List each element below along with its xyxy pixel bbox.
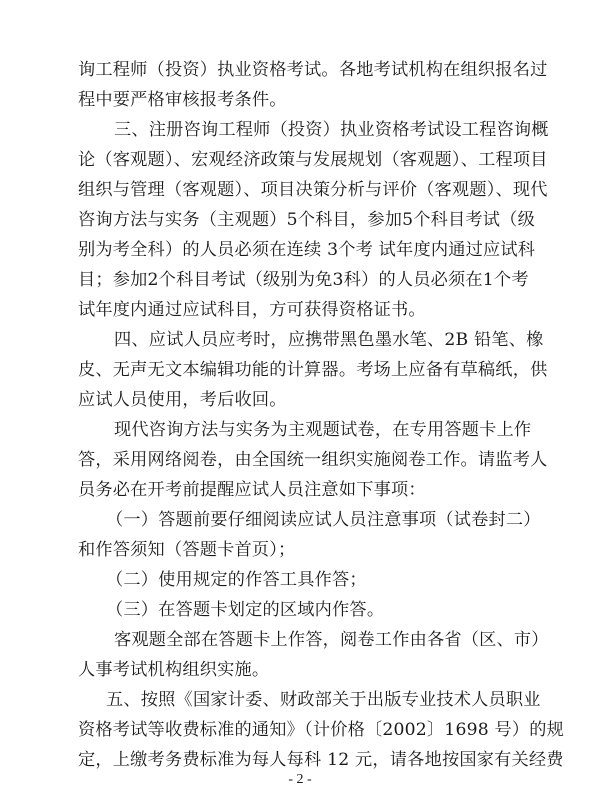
text-line: 程中要严格审核报考条件。 [78, 90, 287, 110]
text-line: 四、应试人员应考时，应携带黑色墨水笔、2B 铅笔、橡 [114, 330, 544, 350]
text-line: 资格考试等收费标准的通知》（计价格〔2002〕1698 号）的规 [78, 720, 565, 740]
text-line: 定，上缴考务费标准为每人每科 12 元，请各地按国家有关经费 [78, 750, 564, 770]
text-line: 皮、无声无文本编辑功能的计算器。考场上应备有草稿纸，供 [78, 360, 548, 380]
text-line: 咨询方法与实务（主观题）5个科目，参加5个科目考试（级 [78, 210, 535, 230]
text-line: 现代咨询方法与实务为主观题试卷，在专用答题卡上作 [114, 420, 532, 440]
text-line: 组织与管理（客观题）、项目决策分析与评价（客观题）、现代 [78, 180, 548, 200]
text-line: 论（客观题）、宏观经济政策与发展规划（客观题）、工程项目 [78, 150, 548, 170]
text-line: 人事考试机构组织实施。 [78, 660, 270, 680]
text-line: 答，采用网络阅卷，由全国统一组织实施阅卷工作。请监考人 [78, 450, 548, 470]
text-line: （三）在答题卡划定的区域内作答。 [106, 600, 385, 620]
page-number: - 2 - [288, 772, 312, 787]
text-line: 别为考全科）的人员必须在连续 3个考 试年度内通过应试科 [78, 240, 536, 260]
text-line: 询工程师（投资）执业资格考试。各地考试机构在组织报名过 [78, 60, 548, 80]
text-line: 目；参加2个科目考试（级别为免3科）的人员必须在1个考 [78, 270, 529, 290]
text-line: 员务必在开考前提醒应试人员注意如下事项： [78, 480, 426, 500]
text-line: 试年度内通过应试科目，方可获得资格证书。 [78, 300, 426, 320]
text-line: 和作答须知（答题卡首页）； [78, 540, 296, 560]
text-line: 应试人员使用，考后收回。 [78, 390, 287, 410]
text-line: 客观题全部在答题卡上作答，阅卷工作由各省（区、市） [114, 630, 549, 650]
text-line: （二）使用规定的作答工具作答； [106, 570, 367, 590]
text-line: （一）答题前要仔细阅读应试人员注意事项（试卷封二） [106, 510, 541, 530]
text-line: 三、注册咨询工程师（投资）执业资格考试设工程咨询概 [114, 120, 549, 140]
text-line: 五、按照《国家计委、财政部关于出版专业技术人员职业 [106, 690, 541, 710]
